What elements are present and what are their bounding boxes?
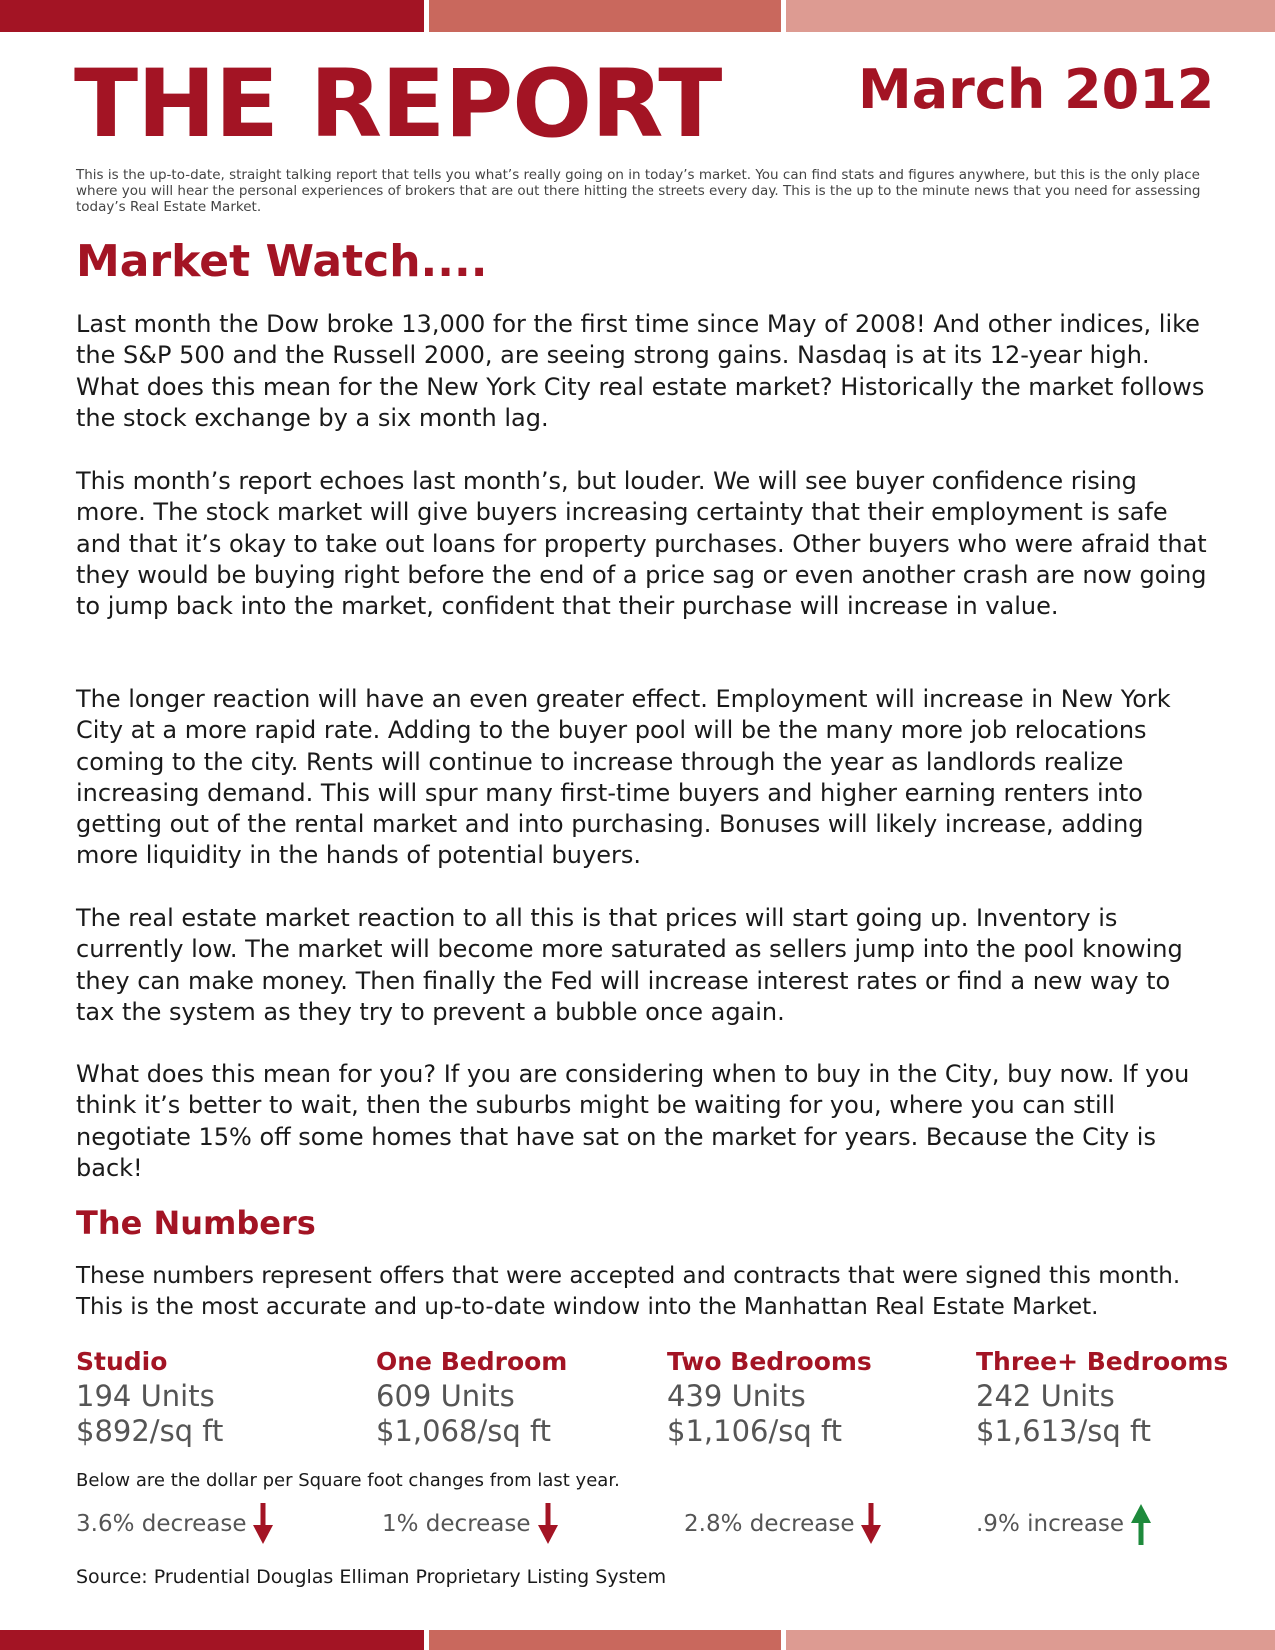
change-one-bedroom	[382, 1502, 559, 1546]
numbers-intro: These numbers represent offers that were accepted and contracts that were signed this month. This is the most accurate and up-to-date window into the Manhattan Real Estate Market.	[76, 1263, 1181, 1321]
stat-label: Two Bedrooms	[667, 1347, 872, 1376]
change-text: .9% increase	[976, 1511, 1125, 1537]
stat-column-studio	[76, 1345, 223, 1449]
arrow-down-icon	[860, 1503, 882, 1545]
arrow-up-icon	[1130, 1503, 1152, 1545]
change-text: 3.6% decrease	[76, 1511, 247, 1537]
stat-column-one-bedroom	[376, 1345, 567, 1449]
arrow-down-icon	[252, 1503, 274, 1545]
arrow-down-icon	[537, 1503, 559, 1545]
change-text: 1% decrease	[382, 1511, 531, 1537]
report-date: March 2012	[858, 58, 1215, 121]
stat-column-three-plus-bedrooms	[976, 1345, 1228, 1449]
stat-price: $1,106/sq ft	[667, 1414, 843, 1448]
stat-label: Studio	[76, 1347, 168, 1376]
change-three-plus-bedrooms	[976, 1502, 1152, 1546]
stat-label: Three+ Bedrooms	[976, 1347, 1229, 1376]
stat-price: $892/sq ft	[76, 1414, 224, 1448]
source-note: Source: Prudential Douglas Elliman Proprietary Listing System	[76, 1566, 667, 1588]
top-color-bar	[0, 0, 1275, 32]
report-intro: This is the up-to-date, straight talking report that tells you what’s really going on in today’s market. You can find stats and figures anywhere, but this is the only place where you will hear the personal experiences of brokers that are out there hitting the streets every day. This is the up to the minute news that you need for assessing today’s Real Estate Market.	[76, 167, 1201, 215]
change-two-bedrooms	[684, 1502, 882, 1546]
market-watch-paragraph-1: Last month the Dow broke 13,000 for the first time since May of 2008! And other indices, like the S&P 500 and the Russell 2000, are seeing strong gains. Nasdaq is at its 12-year high. What does this mean for the New York City real estate market? Historically the market follows the stock exchange by a six month lag.	[76, 310, 1205, 432]
change-studio	[76, 1502, 274, 1546]
market-watch-paragraph-4: The real estate market reaction to all this is that prices will start going up. Inventory is currently low. The market will become more saturated as sellers jump into the pool knowing they can make money. Then finally the Fed will increase interest rates or find a new way to tax the system as they try to prevent a bubble once again.	[76, 904, 1183, 1026]
stat-units: 194 Units	[76, 1379, 215, 1413]
bottom-color-bar	[0, 1630, 1275, 1650]
stat-units: 439 Units	[667, 1379, 806, 1413]
changes-caption: Below are the dollar per Square foot changes from last year.	[76, 1470, 620, 1491]
market-watch-paragraph-5: What does this mean for you? If you are considering when to buy in the City, buy now. If you think it’s better to wait, then the suburbs might be waiting for you, where you can still negotiate 15% off some homes that have sat on the market for years. Because the City is back!	[76, 1060, 1190, 1182]
stat-price: $1,613/sq ft	[976, 1414, 1152, 1448]
market-watch-heading: Market Watch....	[76, 236, 488, 287]
top-bar-segment-dark	[0, 0, 424, 32]
stat-price: $1,068/sq ft	[376, 1414, 552, 1448]
market-watch-paragraph-3: The longer reaction will have an even greater effect. Employment will increase in New York City at a more rapid rate. Adding to the buyer pool will be the many more job relocations coming to the city. Rents will continue to increase through the year as landlords realize increasing demand. This will spur many first-time buyers and higher earning renters into getting out of the rental market and into purchasing. Bonuses will likely increase, adding more liquidity in the hands of potential buyers.	[76, 685, 1171, 870]
bottom-bar-segment-dark	[0, 1630, 424, 1650]
market-watch-paragraph-2: This month’s report echoes last month’s, but louder. We will see buyer confidence rising more. The stock market will give buyers increasing certainty that their employment is safe and that it’s okay to take out loans for property purchases. Other buyers who were afraid that they would be buying right before the end of a price sag or even another crash are now going to jump back into the market, confident that their purchase will increase in value.	[76, 467, 1207, 621]
bottom-bar-segment-mid	[429, 1630, 781, 1650]
stat-units: 242 Units	[976, 1379, 1115, 1413]
stat-label: One Bedroom	[376, 1347, 568, 1376]
stat-column-two-bedrooms	[667, 1345, 872, 1449]
top-bar-segment-mid	[429, 0, 781, 32]
bottom-bar-segment-light	[786, 1630, 1275, 1650]
report-title: THE REPORT	[74, 50, 722, 159]
numbers-heading: The Numbers	[76, 1204, 316, 1242]
top-bar-segment-light	[786, 0, 1275, 32]
stat-units: 609 Units	[376, 1379, 515, 1413]
change-text: 2.8% decrease	[684, 1511, 855, 1537]
